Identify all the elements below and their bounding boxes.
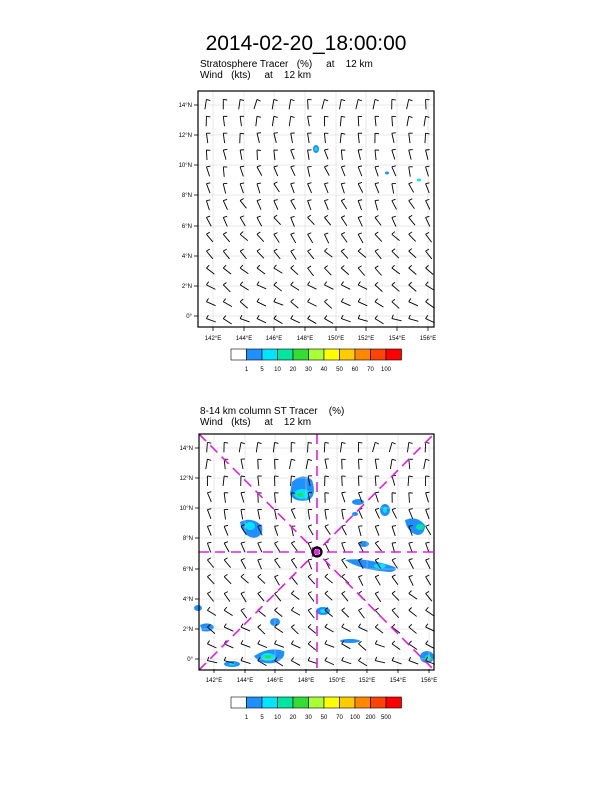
lat-label: 6°N <box>182 567 193 573</box>
lat-label: 6°N <box>181 224 192 230</box>
colorbar-label: 70 <box>367 367 374 373</box>
lon-label: 148°E <box>297 678 315 684</box>
colorbar-swatch <box>262 697 278 708</box>
colorbar-label: 20 <box>289 715 297 721</box>
lon-label: 142°E <box>204 336 222 342</box>
colorbar-label: 100 <box>349 715 361 721</box>
lat-label: 10°N <box>179 506 193 512</box>
lon-label: 152°E <box>357 336 375 342</box>
colorbar-label: 20 <box>289 367 297 373</box>
lat-label: 0° <box>187 657 193 663</box>
lat-label: 8°N <box>181 193 192 199</box>
colorbar-label: 10 <box>274 367 281 373</box>
lon-label: 144°E <box>235 336 253 342</box>
colorbar-swatch <box>231 697 247 708</box>
colorbar-label: 5 <box>260 367 264 373</box>
panel1-title-line1: Stratosphere Tracer (%) at 12 km <box>200 59 373 70</box>
lon-label: 146°E <box>266 678 284 684</box>
colorbar-swatch <box>355 697 371 708</box>
colorbar-label: 1 <box>244 715 249 721</box>
panel2-title-line1: 8-14 km column ST Tracer (%) <box>200 406 345 417</box>
colorbar-label: 10 <box>274 715 281 721</box>
lon-label: 142°E <box>205 678 223 684</box>
lon-label: 150°E <box>327 336 345 342</box>
colorbar-label: 40 <box>320 367 328 373</box>
lat-label: 14°N <box>178 103 192 109</box>
lat-label: 2°N <box>182 627 193 633</box>
lon-label: 156°E <box>419 336 437 342</box>
colorbar-swatch <box>386 697 402 708</box>
main-title: 2014-02-20_18:00:00 <box>205 32 407 55</box>
lat-label: 4°N <box>182 597 193 603</box>
colorbar-label: 30 <box>305 367 312 373</box>
colorbar-label: 5 <box>260 715 264 721</box>
panel2-title-line2: Wind (kts) at 12 km <box>200 417 312 428</box>
colorbar-swatch <box>324 697 340 708</box>
lat-label: 12°N <box>178 133 192 139</box>
colorbar-label: 50 <box>320 715 328 721</box>
colorbar-swatch <box>293 697 309 708</box>
colorbar-swatch <box>309 697 325 708</box>
lat-label: 12°N <box>179 476 193 482</box>
lon-label: 146°E <box>265 336 283 342</box>
colorbar-label: 1 <box>244 367 249 373</box>
lat-label: 10°N <box>178 163 192 169</box>
lat-label: 0° <box>186 314 192 320</box>
lon-label: 154°E <box>388 336 406 342</box>
colorbar-label: 200 <box>365 715 376 721</box>
colorbar-label: 50 <box>336 367 343 373</box>
colorbar-swatch <box>278 697 294 708</box>
lon-label: 154°E <box>389 678 407 684</box>
colorbar-label: 30 <box>305 715 312 721</box>
lat-label: 14°N <box>179 446 193 452</box>
panel1-title-line2: Wind (kts) at 12 km <box>200 70 312 81</box>
colorbar-label: 100 <box>380 367 392 373</box>
colorbar-swatch <box>371 697 387 708</box>
lat-label: 8°N <box>182 536 193 542</box>
colorbar-label: 500 <box>380 715 392 721</box>
colorbar-swatch <box>247 697 263 708</box>
lat-label: 2°N <box>181 284 192 290</box>
colorbar-label: 70 <box>336 715 343 721</box>
lon-label: 152°E <box>358 678 376 684</box>
lat-label: 4°N <box>181 254 192 260</box>
lon-label: 150°E <box>328 678 346 684</box>
lon-label: 144°E <box>236 678 254 684</box>
lon-label: 148°E <box>296 336 314 342</box>
lon-label: 156°E <box>420 678 438 684</box>
colorbar-label: 60 <box>351 367 359 373</box>
colorbar-swatch <box>340 697 356 708</box>
